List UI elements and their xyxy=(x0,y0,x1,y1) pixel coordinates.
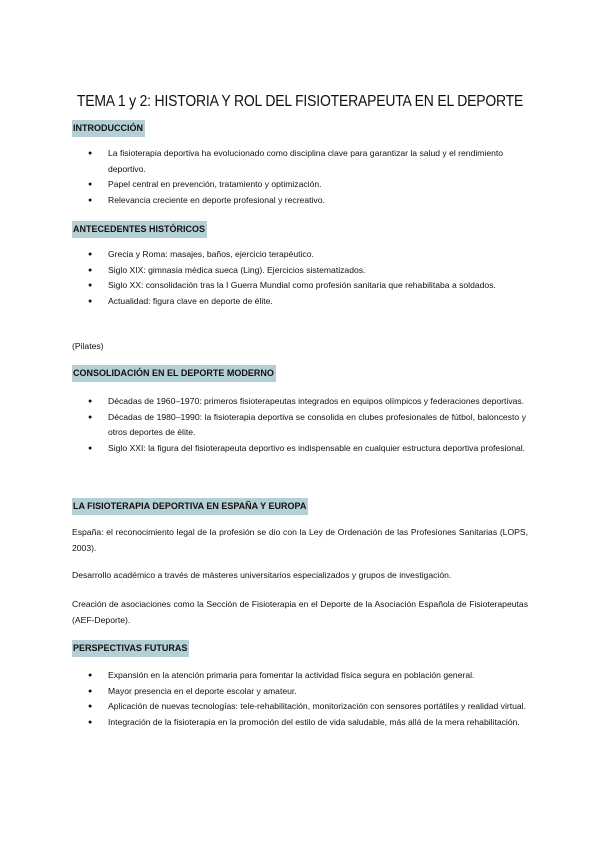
list-item: ● Siglo XX: consolidación tras la I Guerra Mundial como profesión sanitaria que rehabilitaba a soldados. xyxy=(80,278,526,294)
introduccion-list xyxy=(80,146,526,208)
paragraph-asociaciones: Creación de asociaciones como la Sección de Fisioterapia en el Deporte de la Asociación Española de Fisioterapeutas (AEF-Deporte). xyxy=(72,599,528,625)
section-heading-perspectivas: PERSPECTIVAS FUTURAS xyxy=(72,640,189,657)
paragraph-academico: Desarrollo académico a través de másteres universitarios especializados y grupos de investigación. xyxy=(72,570,452,580)
pilates-note: (Pilates) xyxy=(72,341,104,351)
section-heading-espana-europa: LA FISIOTERAPIA DEPORTIVA EN ESPAÑA Y EUROPA xyxy=(72,498,308,515)
section-heading-introduccion: INTRODUCCIÓN xyxy=(72,120,145,137)
section-heading-consolidacion: CONSOLIDACIÓN EN EL DEPORTE MODERNO xyxy=(72,365,276,382)
list-item: ● Siglo XIX: gimnasia médica sueca (Ling). Ejercicios sistematizados. xyxy=(80,263,526,279)
list-item: ● Décadas de 1980–1990: la fisioterapia deportiva se consolida en clubes profesionales de fútbol, baloncesto y otros deportes de élite. xyxy=(80,410,526,441)
list-item: ● Décadas de 1960–1970: primeros fisioterapeutas integrados en equipos olímpicos y federaciones deportivas. xyxy=(80,394,526,410)
page-title: TEMA 1 y 2: HISTORIA Y ROL DEL FISIOTERAPEUTA EN EL DEPORTE xyxy=(76,93,524,110)
list-item: ● La fisioterapia deportiva ha evolucionado como disciplina clave para garantizar la salud y el rendimiento deportivo. xyxy=(80,146,526,177)
list-item: ● Grecia y Roma: masajes, baños, ejercicio terapéutico. xyxy=(80,247,526,263)
list-item: ● Siglo XXI: la figura del fisioterapeuta deportivo es indispensable en cualquier estructura deportiva profesional. xyxy=(80,441,526,457)
list-item: ● Integración de la fisioterapia en la promoción del estilo de vida saludable, más allá de la mera rehabilitación. xyxy=(80,715,526,731)
paragraph-lops: España: el reconocimiento legal de la profesión se dio con la Ley de Ordenación de las Profesiones Sanitarias (LOPS, 2003). xyxy=(72,527,528,553)
list-item: ● Relevancia creciente en deporte profesional y recreativo. xyxy=(80,193,526,209)
list-item: ● Mayor presencia en el deporte escolar y amateur. xyxy=(80,684,526,700)
list-item: ● Papel central en prevención, tratamiento y optimización. xyxy=(80,177,526,193)
list-item: ● Actualidad: figura clave en deporte de élite. xyxy=(80,294,526,310)
perspectivas-list xyxy=(80,668,526,730)
list-item: ● Expansión en la atención primaria para fomentar la actividad física segura en población general. xyxy=(80,668,526,684)
consolidacion-list xyxy=(80,394,526,456)
list-item: ● Aplicación de nuevas tecnologías: tele-rehabilitación, monitorización con sensores portátiles y realidad virtual. xyxy=(80,699,526,715)
section-heading-antecedentes: ANTECEDENTES HISTÓRICOS xyxy=(72,221,207,238)
antecedentes-list xyxy=(80,247,526,309)
